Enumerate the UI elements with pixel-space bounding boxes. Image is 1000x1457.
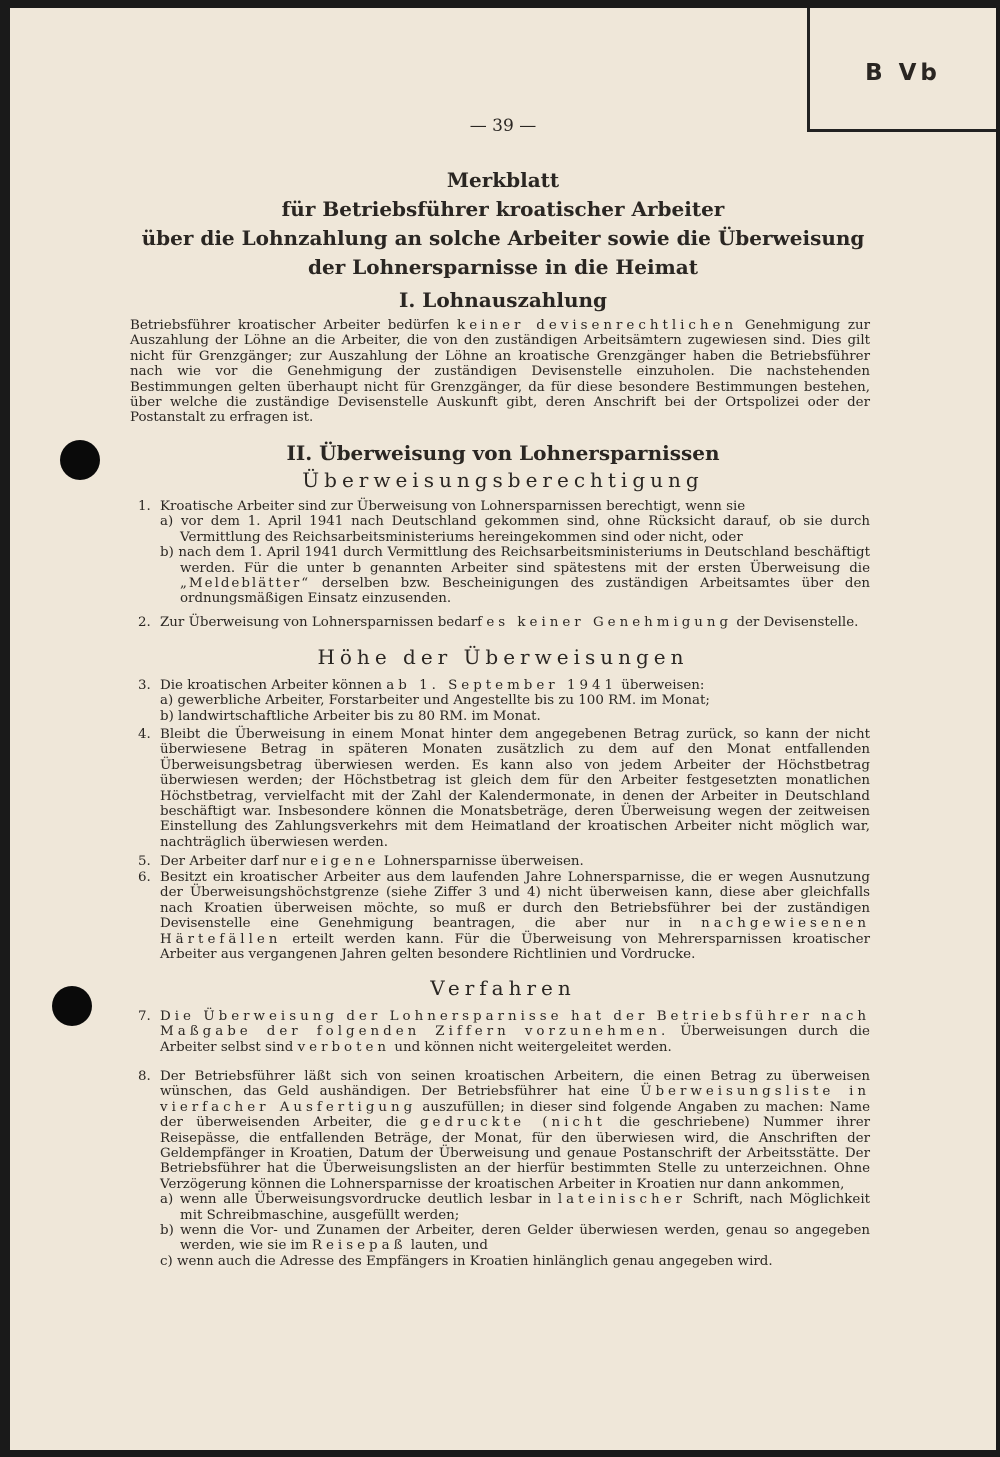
list-item-6: 6. Besitzt ein kroatischer Arbeiter aus dem laufenden Jahre Lohnersparnisse, die er wegen Ausnutzung der Überweisungshöchstgrenze (siehe Ziffer 3 und 4) nicht überweisen kann, diese aber gleichfalls nach Kroatien überweisen möchte, so muß er durch den Betriebsführer bei der zuständigen Devisenstelle eine Genehmigung beantragen, die aber nur in nachgewiesenen Härtefällen erteilt werden kann. Für die Überweisung von Mehrersparnissen kroatischer Arbeiter aus vergangenen Jahren gelten besondere Richtlinien und Vordrucke. — [138, 870, 870, 963]
list-item-8: 8. Der Betriebsführer läßt sich von seinen kroatischen Arbeitern, die einen Betrag zu überweisen wünschen, das Geld aushändigen. Der Betriebsführer hat eine Überweisungsliste in vierfacher Ausfertigung auszufüllen; in dieser sind folgende Angaben zu machen: Name der überweisenden Arbeiter, die gedruckte (nicht die geschriebene) Nummer ihrer Reisepässe, die entfallenden Beträge, der Monat, für den überwiesen wird, die Anschriften der Geldempfänger in Kroatien, Datum der Überweisung und genaue Postanschrift der Arbeitsstätte. Der Betriebsführer hat die Überweisungslisten an der hierfür bestimmten Stelle zu unterzeichnen. Ohne Verzögerung können die Lohnersparnisse der kroatischen Arbeiter in Kroatien nur dann ankommen, a) wenn alle Überweisungsvordrucke deutlich lesbar in lateinischer Schrift, nach Möglichkeit mit Schreibmaschine, ausgefüllt werden; b) wenn die Vor- und Zunamen der Arbeiter, deren Gelder überwiesen werden, genau so angegeben werden, wie sie im Reisepaß lauten, und c) wenn auch die Adresse des Empfängers in Kroatien hinlänglich genau angegeben wird. — [138, 1069, 871, 1269]
subheading-berechtigung: Überweisungsberechtigung — [302, 468, 704, 492]
title-line-4: der Lohnersparnisse in die Heimat — [308, 255, 698, 279]
title-line-1: Merkblatt — [446, 168, 560, 192]
list-item-1: 1. Kroatische Arbeiter sind zur Überweisung von Lohnersparnissen berechtigt, wenn sie a) vor dem 1. April 1941 nach Deutschland gekommen sind, ohne Rücksicht darauf, ob sie durch Vermittlung des Reichsarbeitsministeriums hereingekommen sind oder nicht, oder b) nach dem 1. April 1941 durch Vermittlung des Reichsarbeitsministeriums in Deutschland beschäftigt werden. Für die unter b genannten Arbeiter sind spätestens mit der ersten Überweisung die „Meldeblätter“ derselben bzw. Bescheinigungen des zuständigen Arbeitsamtes über den ordnungsmäßigen Einsatz einzusenden. — [138, 499, 870, 607]
stamp-label: B Vb — [865, 60, 941, 86]
list-item-7: 7. Die Überweisung der Lohnersparnisse hat der Betriebsführer nach Maßgabe der folgenden Ziffern vorzunehmen. Überweisungen durch die Arbeiter selbst sind verboten und können nicht weitergeleitet werden. — [138, 1009, 870, 1055]
section-2-heading: II. Überweisung von Lohnersparnissen — [286, 441, 720, 465]
stamp-box — [807, 8, 996, 132]
subheading-hoehe: Höhe der Überweisungen — [317, 645, 689, 669]
document-page — [10, 8, 996, 1450]
title-line-2: für Betriebsführer kroatischer Arbeiter — [281, 197, 725, 221]
title-line-3: über die Lohnzahlung an solche Arbeiter sowie die Überweisung — [141, 226, 865, 250]
list-item-2: 2. Zur Überweisung von Lohnersparnissen bedarf es keiner Genehmigung der Devisenstelle. — [138, 615, 859, 630]
list-item-4: 4. Bleibt die Überweisung in einem Monat hinter dem angegebenen Betrag zurück, so kann der nicht überwiesene Betrag in späteren Monaten zusätzlich zu dem auf den Monat entfallenden Überweisungsbetrag überwiesen werden. Es kann also von jedem Arbeiter der Höchstbetrag überwiesen werden; der Höchstbetrag ist gleich dem für den Arbeiter festgesetzten monatlichen Höchstbetrag, vervielfacht mit der Zahl der Kalendermonate, in denen der Arbeiter in Deutschland beschäftigt war. Insbesondere können die Monatsbeträge, deren Überweisung wegen der zeitweisen Einstellung des Zahlungsverkehrs mit dem Heimatland der kroatischen Arbeiter nicht möglich war, nachträglich überwiesen werden. — [138, 727, 870, 850]
list-item-5: 5. Der Arbeiter darf nur eigene Lohnersparnisse überweisen. — [138, 854, 584, 869]
list-item-3: 3. Die kroatischen Arbeiter können ab 1. September 1941 überweisen: a) gewerbliche Arbeiter, Forstarbeiter und Angestellte bis zu 100 RM. im Monat; b) landwirtschaftliche Arbeiter bis zu 80 RM. im Monat. — [138, 678, 710, 724]
section-1-heading: I. Lohnauszahlung — [398, 288, 608, 312]
subheading-verfahren: Verfahren — [430, 976, 576, 1000]
page-number: — 39 — — [469, 116, 537, 136]
section-1-paragraph: Betriebsführer kroatischer Arbeiter bedürfen keiner devisenrechtlichen Genehmigung zur Auszahlung der Löhne an die Arbeiter, die von den zuständigen Arbeitsämtern zugewiesen sind. Dies gilt nicht für Grenzgänger; zur Auszahlung der Löhne an kroatische Grenzgänger haben die Betriebsführer nach wie vor die Genehmigung der zuständigen Devisenstelle einzuholen. Die nachstehenden Bestimmungen gelten überhaupt nicht für Grenzgänger, da für diese besondere Bestimmungen bestehen, über welche die zuständige Devisenstelle Auskunft gibt, deren Anschrift bei der Ortspolizei oder der Postanstalt zu erfragen ist. — [130, 318, 870, 426]
